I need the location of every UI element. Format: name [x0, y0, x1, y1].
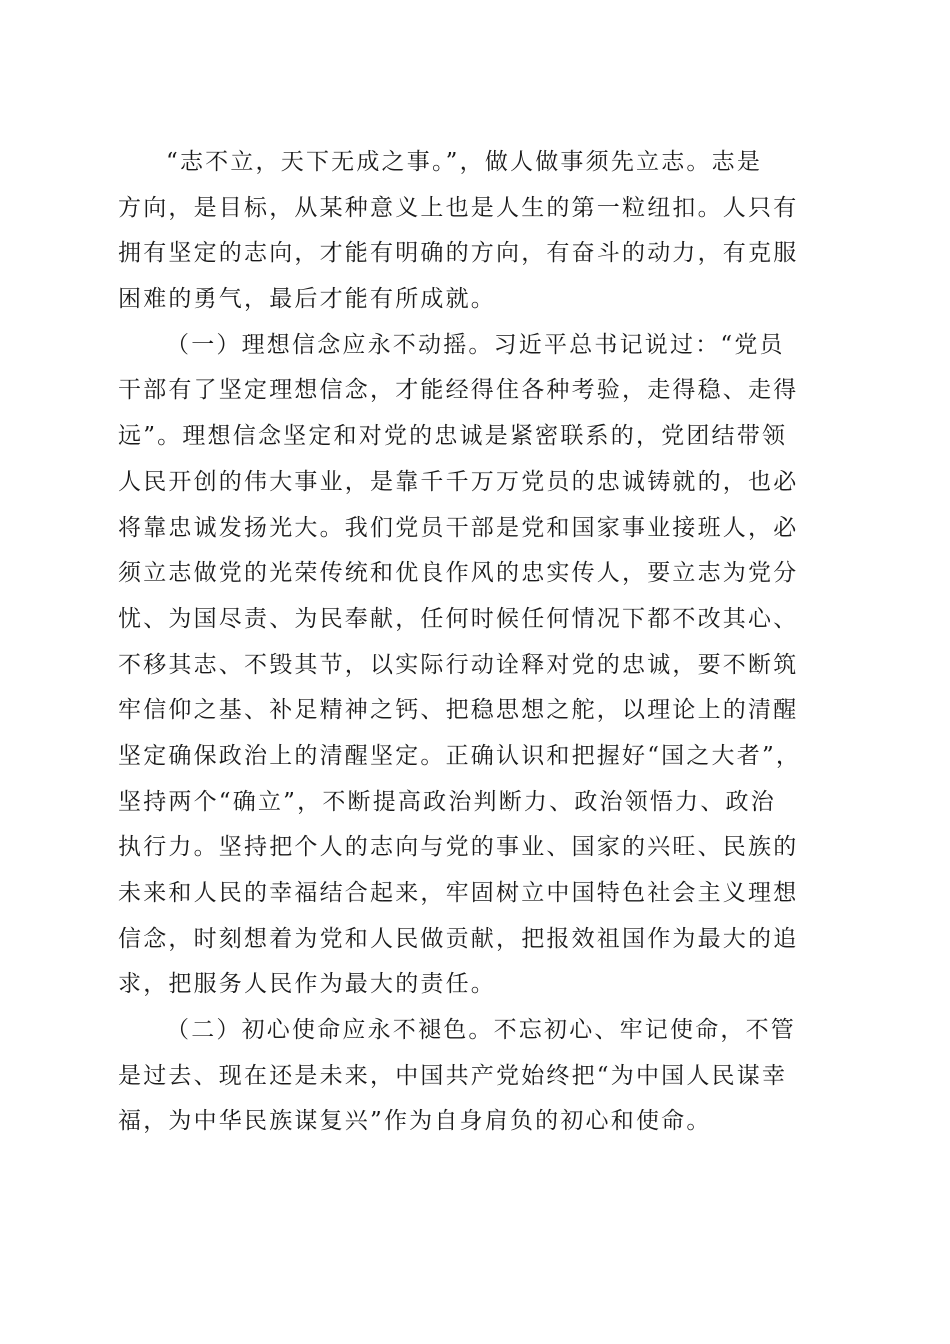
paragraph-section-2 — [118, 1008, 838, 1145]
text-line: 须立志做党的光荣传统和优良作风的忠实传人，要立志为党分 — [118, 560, 799, 587]
text-line: 信念，时刻想着为党和人民做贡献，把报效祖国作为最大的追 — [118, 925, 799, 952]
section-heading-line: （一）理想信念应永不动摇。习近平总书记说过：“党员 — [166, 331, 785, 358]
text-line: 是过去、现在还是未来，中国共产党始终把“为中国人民谋幸 — [118, 1062, 788, 1089]
text-line: 远”。理想信念坚定和对党的忠诚是紧密联系的，党团结带领 — [118, 423, 788, 450]
text-line: 干部有了坚定理想信念，才能经得住各种考验，走得稳、走得 — [118, 377, 799, 404]
text-line: 拥有坚定的志向，才能有明确的方向，有奋斗的动力，有克服 — [118, 240, 799, 267]
text-line: 坚定确保政治上的清醒坚定。正确认识和把握好“国之大者”， — [118, 742, 802, 769]
text-line: 牢信仰之基、补足精神之钙、把稳思想之舵，以理论上的清醒 — [118, 697, 799, 724]
text-line: 方向，是目标，从某种意义上也是人生的第一粒纽扣。人只有 — [118, 194, 799, 221]
text-line: 不移其志、不毁其节，以实际行动诠释对党的忠诚，要不断筑 — [118, 651, 799, 678]
text-line: 福，为中华民族谋复兴”作为自身肩负的初心和使命。 — [118, 1108, 712, 1135]
text-line: 人民开创的伟大事业，是靠千千万万党员的忠诚铸就的，也必 — [118, 468, 799, 495]
text-line: 执行力。坚持把个人的志向与党的事业、国家的兴旺、民族的 — [118, 834, 799, 861]
text-line: 困难的勇气，最后才能有所成就。 — [118, 286, 496, 313]
text-line: “志不立，天下无成之事。”，做人做事须先立志。志是 — [166, 149, 763, 175]
paragraph-intro — [118, 140, 838, 323]
text-line: 忧、为国尽责、为民奉献，任何时候任何情况下都不改其心、 — [118, 605, 799, 632]
section-heading-line: （二）初心使命应永不褪色。不忘初心、牢记使命，不管 — [166, 1017, 796, 1044]
text-line: 求，把服务人民作为最大的责任。 — [118, 971, 496, 998]
document-body — [118, 140, 838, 1145]
paragraph-section-1 — [118, 323, 838, 1008]
text-line: 未来和人民的幸福结合起来，牢固树立中国特色社会主义理想 — [118, 880, 799, 906]
text-line: 将靠忠诚发扬光大。我们党员干部是党和国家事业接班人，必 — [118, 514, 799, 541]
text-line: 坚持两个“确立”，不断提高政治判断力、政治领悟力、政治 — [118, 788, 776, 815]
